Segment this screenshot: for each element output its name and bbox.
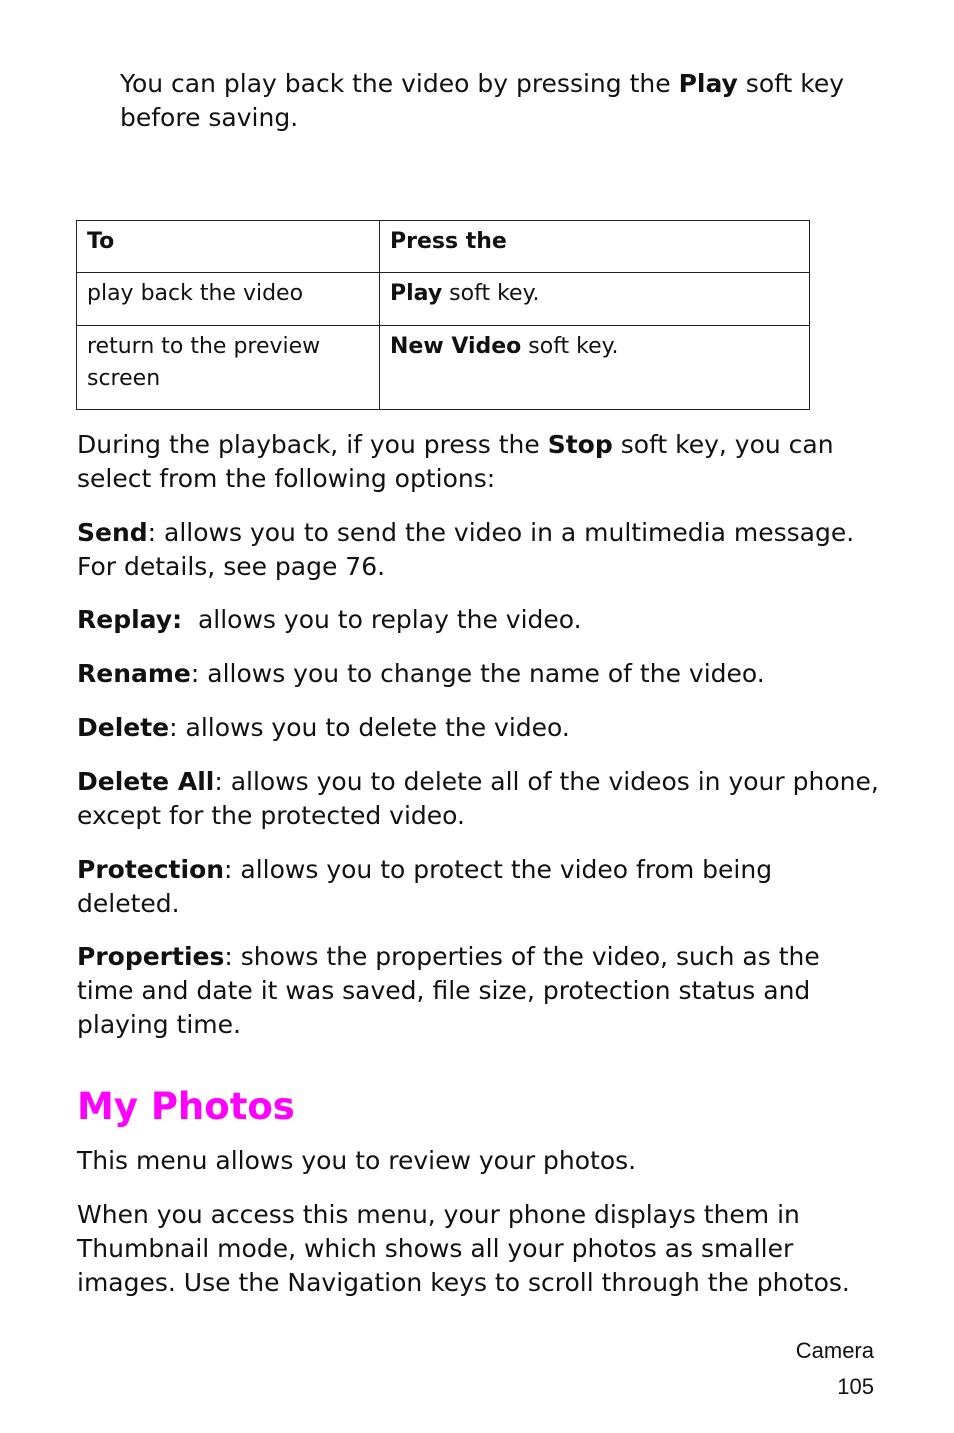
section-paragraph: This menu allows you to review your photos. — [77, 1146, 637, 1175]
footer-chapter: Camera — [795, 1338, 874, 1363]
section-paragraph: When you access this menu, your phone displays them in Thumbnail mode, which shows all your photos as smaller images. Use the Navigation keys to scroll through the photos. — [77, 1200, 850, 1297]
table-cell-press — [380, 273, 810, 326]
option-term: Protection — [77, 855, 225, 884]
table-cell-suffix: soft key. — [521, 334, 619, 359]
option-properties — [77, 940, 882, 1042]
option-delete-all — [77, 765, 882, 833]
option-replay — [77, 603, 882, 637]
table-cell-to: play back the video — [77, 273, 380, 326]
table-row — [77, 273, 810, 326]
table-header-press: Press the — [380, 221, 810, 273]
option-desc: : allows you to change the name of the video. — [190, 659, 765, 688]
intro-text-before: You can play back the video by pressing the — [120, 69, 679, 98]
option-desc: allows you to replay the video. — [182, 605, 582, 634]
playback-text-before: During the playback, if you press the — [77, 430, 548, 459]
playback-paragraph — [77, 428, 882, 496]
option-protection — [77, 853, 882, 921]
table-cell-key: New Video — [390, 334, 522, 359]
option-desc: : allows you to send the video in a multimedia message. For details, see page 76. — [77, 518, 855, 581]
table-header-row — [77, 221, 810, 273]
table-cell-to: return to the preview screen — [77, 326, 380, 410]
option-desc: : allows you to delete all of the videos in your phone, except for the protected video. — [77, 767, 879, 830]
table-cell-press — [380, 326, 810, 410]
table-row — [77, 326, 810, 410]
table-header-to: To — [77, 221, 380, 273]
option-desc: : shows the properties of the video, such as the time and date it was saved, file size, protection status and playing time. — [77, 942, 820, 1039]
option-send — [77, 516, 882, 584]
option-term: Send — [77, 518, 148, 547]
option-term: Delete — [77, 713, 170, 742]
option-term: Replay: — [77, 605, 183, 634]
option-rename — [77, 657, 882, 691]
page-number: 105 — [837, 1374, 874, 1399]
option-desc: : allows you to delete the video. — [169, 713, 570, 742]
option-term: Rename — [77, 659, 191, 688]
section-heading: My Photos — [77, 1085, 295, 1128]
intro-paragraph — [120, 67, 880, 135]
option-term: Properties — [77, 942, 225, 971]
intro-text-after: soft key before saving. — [120, 69, 844, 132]
intro-key: Play — [678, 69, 738, 98]
option-term: Delete All — [77, 767, 215, 796]
table-cell-suffix: soft key. — [442, 281, 540, 306]
option-delete — [77, 711, 882, 745]
playback-key: Stop — [547, 430, 613, 459]
soft-key-table — [76, 220, 810, 410]
table-cell-key: Play — [390, 281, 443, 306]
option-desc: : allows you to protect the video from being deleted. — [77, 855, 773, 918]
playback-text-after: soft key, you can select from the following options: — [77, 430, 834, 493]
